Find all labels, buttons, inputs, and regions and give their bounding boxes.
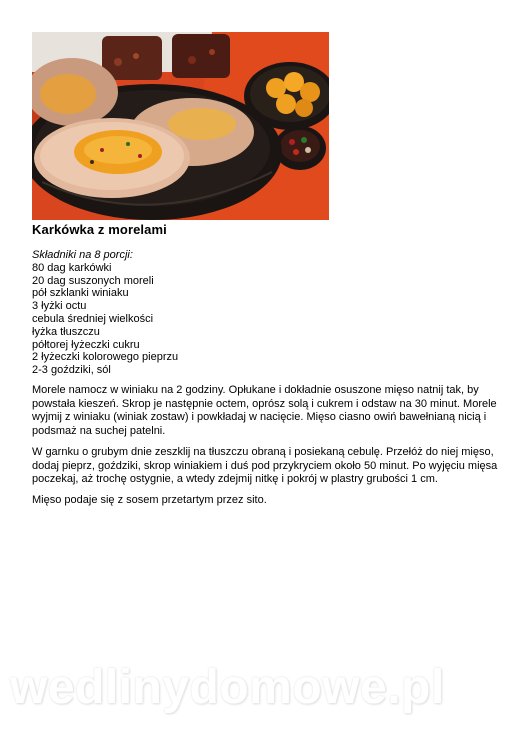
recipe-photo [32,32,329,220]
ingredient-item: 2 łyżeczki kolorowego pieprzu [32,351,179,364]
ingredients-header: Składniki na 8 porcji: [32,249,133,261]
instruction-paragraph: W garnku o grubym dnie zeszklij na tłuszczu obraną i posiekaną cebulę. Przełóż do niej mięso, dodaj pieprz, goździki, skrop winiakiem i duś pod przykryciem około 50 minut. Po wyjęciu mięsa poczekaj, aż trochę ostygnie, a wtedy zdejmij nitkę i pokrój w plastry grubości 1 cm. [32,446,498,486]
ingredient-item: cebula średniej wielkości [32,312,154,325]
ingredient-item: łyżka tłuszczu [32,325,100,338]
ingredient-item: półtorej łyżeczki cukru [32,338,140,351]
ingredient-item: pół szklanki winiaku [32,287,129,300]
instruction-paragraph: Mięso podaje się z sosem przetartym przez sito. [32,494,267,506]
ingredient-item: 80 dag karkówki [32,261,112,274]
ingredient-item: 3 łyżki octu [32,300,87,313]
ingredient-item: 20 dag suszonych moreli [32,274,154,287]
instruction-paragraph: Morele namocz w winiaku na 2 godziny. Opłukane i dokładnie osuszone mięso natnij tak, by powstała kieszeń. Skrop je następnie octem, oprósz solą i cukrem i odstaw na 30 minut. Morele wyjmij z winiaku (winiak zostaw) i powkładaj w nacięcie. Mięso ciasno owiń bawełnianą nicią i podsmaż na suchej patelni. [32,384,497,437]
ingredient-item: 2-3 goździki, sól [32,364,111,377]
recipe-title: Karkówka z morelami [32,222,167,237]
watermark: wedlinydomowe.pl [10,661,445,714]
ingredients-list [32,249,178,377]
